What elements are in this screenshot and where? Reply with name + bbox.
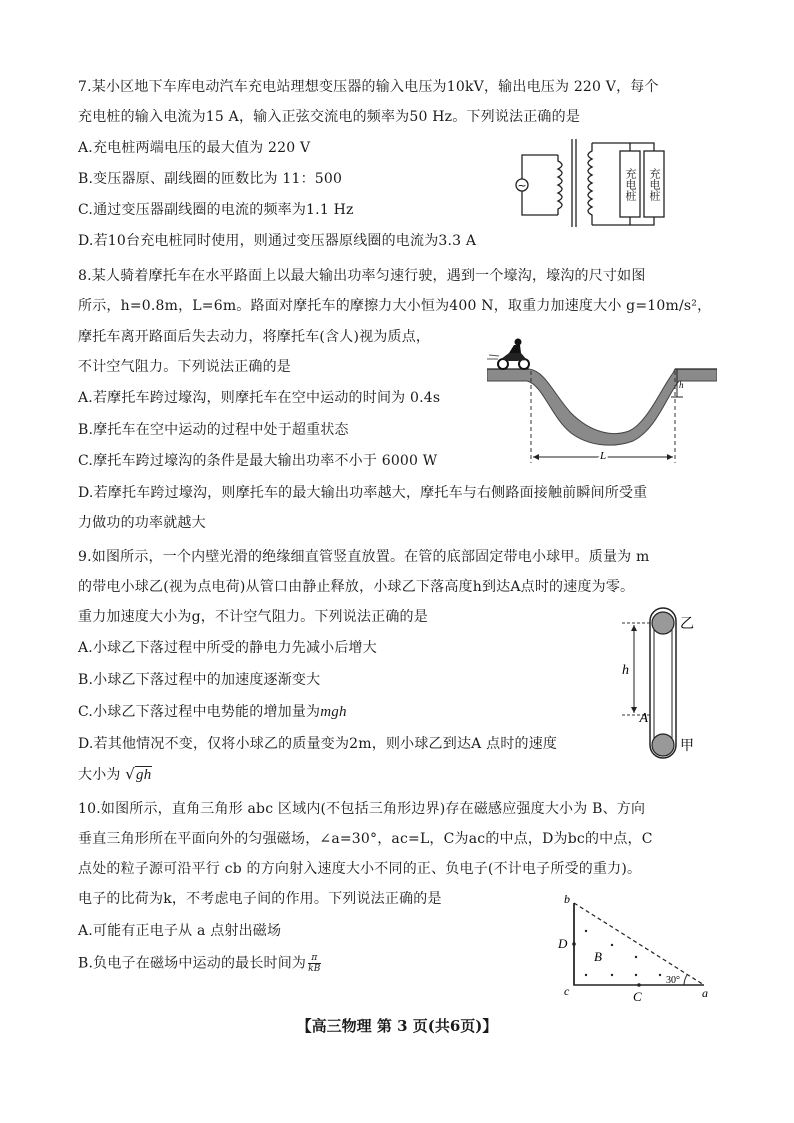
q10-option-b xyxy=(78,953,321,974)
q7-stem-line-1: 7.某小区地下车库电动汽车充电站理想变压器的输入电压为10kV，输出电压为 220 V，每个 xyxy=(78,79,659,95)
label-angle: 30° xyxy=(666,975,680,986)
fraction-numerator: π xyxy=(308,953,320,964)
label-jia: 甲 xyxy=(680,738,694,754)
sqrt-radicand: gh xyxy=(136,767,152,783)
charger-box-label-2: 充电桩 xyxy=(648,167,661,201)
q8-stem-line-1: 8.某人骑着摩托车在水平路面上以最大输出功率匀速行驶，遇到一个壕沟，壕沟的尺寸如图 xyxy=(78,268,646,284)
q9-option-d-line-2 xyxy=(78,764,152,785)
ditch-figure xyxy=(487,333,717,468)
q10-stem-line-3: 点处的粒子源可沿平行 cb 的方向射入速度大小不同的正、负电子(不计电子所受的重力)。 xyxy=(78,861,642,877)
ball-jia xyxy=(652,734,674,756)
q9-option-d-line-1: D.若其他情况不变，仅将小球乙的质量变为2m，则小球乙到达A 点时的速度 xyxy=(78,736,558,752)
q8-stem-line-3: 摩托车离开路面后失去动力，将摩托车(含人)视为质点， xyxy=(78,329,431,345)
ac-source-symbol: ~ xyxy=(517,179,527,192)
label-B: B xyxy=(594,949,602,964)
q8-option-a: A.若摩托车跨过壕沟，则摩托车在空中运动的时间为 0.4s xyxy=(78,390,441,406)
label-b: b xyxy=(564,893,570,906)
q9-option-c xyxy=(78,702,347,722)
q9-option-c-math: mgh xyxy=(320,704,347,720)
q9-option-d-text: 大小为 xyxy=(78,767,121,783)
q7-option-b: B.变压器原、副线圈的匝数比为 11：500 xyxy=(78,171,343,187)
label-L: L xyxy=(599,450,607,462)
triangle-field-figure xyxy=(556,893,716,1003)
label-c: c xyxy=(564,984,570,998)
q10-option-a: A.可能有正电子从 a 点射出磁场 xyxy=(78,923,282,939)
q7-option-a: A.充电桩两端电压的最大值为 220 V xyxy=(78,140,311,156)
q8-option-d-line-1: D.若摩托车跨过壕沟，则摩托车的最大输出功率越大，摩托车与右侧路面接触前瞬间所受重 xyxy=(78,485,648,501)
q9-stem-line-1: 9.如图所示，一个内壁光滑的绝缘细直管竖直放置。在管的底部固定带电小球甲。质量为 m xyxy=(78,549,650,565)
q8-option-b: B.摩托车在空中运动的过程中处于超重状态 xyxy=(78,422,349,438)
q7-option-d: D.若10台充电桩同时使用，则通过变压器原线圈的电流为3.3 A xyxy=(78,233,477,249)
q7-option-c: C.通过变压器副线圈的电流的频率为1.1 Hz xyxy=(78,202,354,218)
q9-stem-line-3: 重力加速度大小为g，不计空气阻力。下列说法正确的是 xyxy=(78,609,428,625)
q10-stem-line-4: 电子的比荷为k，不考虑电子间的作用。下列说法正确的是 xyxy=(78,891,442,907)
q7-stem-line-2: 充电桩的输入电流为15 A，输入正弦交流电的频率为50 Hz。下列说法正确的是 xyxy=(78,109,581,125)
q8-stem-line-2: 所示，h=0.8m，L=6m。路面对摩托车的摩擦力大小恒为400 N，取重力加速度大小 g=10m/s²， xyxy=(78,298,712,314)
fraction xyxy=(308,953,320,974)
label-a: a xyxy=(702,986,708,1000)
ball-yi xyxy=(652,612,674,634)
q10-stem-line-1: 10.如图所示，直角三角形 abc 区域内(不包括三角形边界)存在磁感应强度大小为 B、方向 xyxy=(78,801,646,817)
q8-stem-line-4: 不计空气阻力。下列说法正确的是 xyxy=(78,359,291,375)
tube-figure xyxy=(614,604,704,764)
transformer-circuit-figure xyxy=(508,133,683,233)
label-h: h xyxy=(679,380,684,390)
motorcycle-icon xyxy=(487,339,529,370)
label-yi: 乙 xyxy=(680,616,694,632)
q9-option-c-text: C.小球乙下落过程中电势能的增加量为 xyxy=(78,704,321,720)
q9-option-a: A.小球乙下落过程中所受的静电力先减小后增大 xyxy=(78,640,377,656)
sqrt-expression: √gh xyxy=(125,765,152,783)
fraction-denominator: kB xyxy=(308,964,321,974)
label-h-tube: h xyxy=(622,663,629,678)
q10-stem-line-2: 垂直三角形所在平面向外的匀强磁场，∠a=30°，ac=L，C为ac的中点，D为bc的中点，C xyxy=(78,831,653,847)
q9-option-b: B.小球乙下落过程中的加速度逐渐变大 xyxy=(78,672,321,688)
page-footer: 【高三物理 第 3 页(共6页)】 xyxy=(296,1017,498,1035)
q8-option-c: C.摩托车跨过壕沟的条件是最大输出功率不小于 6000 W xyxy=(78,453,438,469)
label-A: A xyxy=(639,711,648,726)
q10-option-b-text: B.负电子在磁场中运动的最长时间为 xyxy=(78,955,307,972)
label-D: D xyxy=(558,936,568,951)
q8-option-d-line-2: 力做功的功率就越大 xyxy=(78,515,206,531)
label-C: C xyxy=(633,989,642,1003)
charger-box-label-1: 充电桩 xyxy=(624,167,637,201)
q9-stem-line-2: 的带电小球乙(视为点电荷)从管口由静止释放，小球乙下落高度h到达A点时的速度为零。 xyxy=(78,579,635,595)
